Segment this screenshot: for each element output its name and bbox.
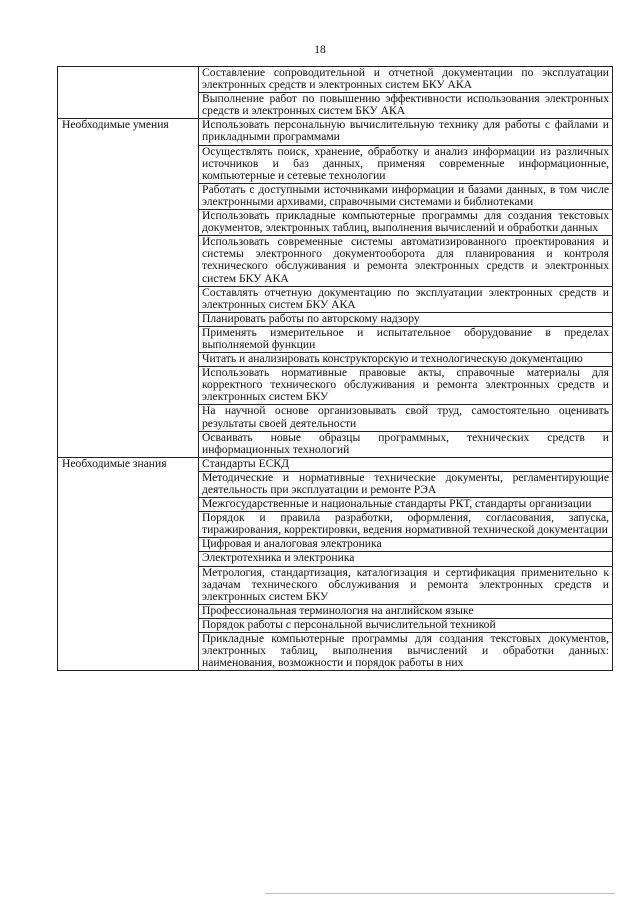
table-row: [58, 93, 613, 119]
category-cell: [58, 512, 199, 538]
category-cell: [58, 566, 199, 604]
category-cell: [58, 210, 199, 236]
item-cell: Электротехника и электроника: [199, 552, 613, 566]
category-cell: [58, 145, 199, 183]
table-row: [58, 512, 613, 538]
category-cell: [58, 498, 199, 512]
item-cell: Метрология, стандартизация, каталогизация и сертификация применительно к задачам технического обслуживания и ремонта электронных средств и электронных систем БКУ: [199, 566, 613, 604]
item-cell: Составлять отчетную документацию по эксплуатации электронных средств и электронных систем БКУ АКА: [199, 286, 613, 312]
table-row: [58, 236, 613, 286]
table-row: [58, 604, 613, 618]
item-cell: Читать и анализировать конструкторскую и технологическую документацию: [199, 353, 613, 367]
table-row: [58, 183, 613, 209]
category-cell: Необходимые умения: [58, 119, 199, 145]
item-cell: Использовать нормативные правовые акты, справочные материалы для корректного технического обслуживания и ремонта электронных средств и электронных систем БКУ: [199, 367, 613, 405]
item-cell: Применять измерительное и испытательное оборудование в пределах выполняемой функции: [199, 326, 613, 352]
category-cell: [58, 552, 199, 566]
item-cell: Составление сопроводительной и отчетной документации по эксплуатации электронных средств и электронных систем БКУ АКА: [199, 67, 613, 93]
item-cell: Профессиональная терминология на английском языке: [199, 604, 613, 618]
category-cell: Необходимые знания: [58, 457, 199, 471]
category-cell: [58, 312, 199, 326]
category-cell: [58, 538, 199, 552]
table-row: [58, 312, 613, 326]
item-cell: Использовать персональную вычислительную технику для работы с файлами и прикладными программами: [199, 119, 613, 145]
table-row: [58, 210, 613, 236]
table-row: [58, 119, 613, 145]
item-cell: Стандарты ЕСКД: [199, 457, 613, 471]
item-cell: На научной основе организовывать свой труд, самостоятельно оценивать результаты своей деятельности: [199, 405, 613, 431]
table-row: [58, 498, 613, 512]
table-row: [58, 367, 613, 405]
category-cell: [58, 353, 199, 367]
category-cell: [58, 471, 199, 497]
table-row: [58, 618, 613, 632]
category-cell: [58, 633, 199, 671]
table-row: [58, 552, 613, 566]
item-cell: Методические и нормативные технические документы, регламентирующие деятельность при эксплуатации и ремонте РЭА: [199, 471, 613, 497]
page-number: 18: [314, 44, 326, 56]
table-row: [58, 538, 613, 552]
table-row: [58, 471, 613, 497]
table-row: [58, 431, 613, 457]
category-cell: [58, 93, 199, 119]
item-cell: Работать с доступными источниками информации и базами данных, в том числе электронными архивами, справочными системами и библиотеками: [199, 183, 613, 209]
item-cell: Межгосударственные и национальные стандарты РКТ, стандарты организации: [199, 498, 613, 512]
category-cell: [58, 67, 199, 93]
category-cell: [58, 405, 199, 431]
category-cell: [58, 236, 199, 286]
item-cell: Осваивать новые образцы программных, технических средств и информационных технологий: [199, 431, 613, 457]
table-row: [58, 633, 613, 671]
item-cell: Порядок и правила разработки, оформления, согласования, запуска, тиражирования, корректировки, ведения нормативной технической документации: [199, 512, 613, 538]
table-row: [58, 566, 613, 604]
category-cell: [58, 183, 199, 209]
category-cell: [58, 618, 199, 632]
table-row: [58, 405, 613, 431]
item-cell: Цифровая и аналоговая электроника: [199, 538, 613, 552]
table-row: [58, 457, 613, 471]
category-cell: [58, 604, 199, 618]
item-cell: Осуществлять поиск, хранение, обработку и анализ информации из различных источников и баз данных, применяя современные информационные, компьютерные и сетевые технологии: [199, 145, 613, 183]
table-row: [58, 145, 613, 183]
item-cell: Порядок работы с персональной вычислительной техникой: [199, 618, 613, 632]
item-cell: Планировать работы по авторскому надзору: [199, 312, 613, 326]
item-cell: Использовать современные системы автоматизированного проектирования и системы электронного документооборота для планирования и контроля технического обслуживания и ремонта электронных средств и электронных систем БКУ АКА: [199, 236, 613, 286]
table-row: [58, 286, 613, 312]
item-cell: Выполнение работ по повышению эффективности использования электронных средств и электронных систем БКУ АКА: [199, 93, 613, 119]
table-row: [58, 67, 613, 93]
category-cell: [58, 326, 199, 352]
category-cell: [58, 286, 199, 312]
category-cell: [58, 431, 199, 457]
requirements-table: [57, 66, 613, 671]
category-cell: [58, 367, 199, 405]
item-cell: Использовать прикладные компьютерные программы для создания текстовых документов, электронных таблиц, выполнения вычислений и обработки данных: [199, 210, 613, 236]
item-cell: Прикладные компьютерные программы для создания текстовых документов, электронных таблиц, выполнения вычислений и обработки данных: наименования, возможности и порядок работы в них: [199, 633, 613, 671]
divider: [265, 893, 615, 894]
table-row: [58, 353, 613, 367]
table-row: [58, 326, 613, 352]
